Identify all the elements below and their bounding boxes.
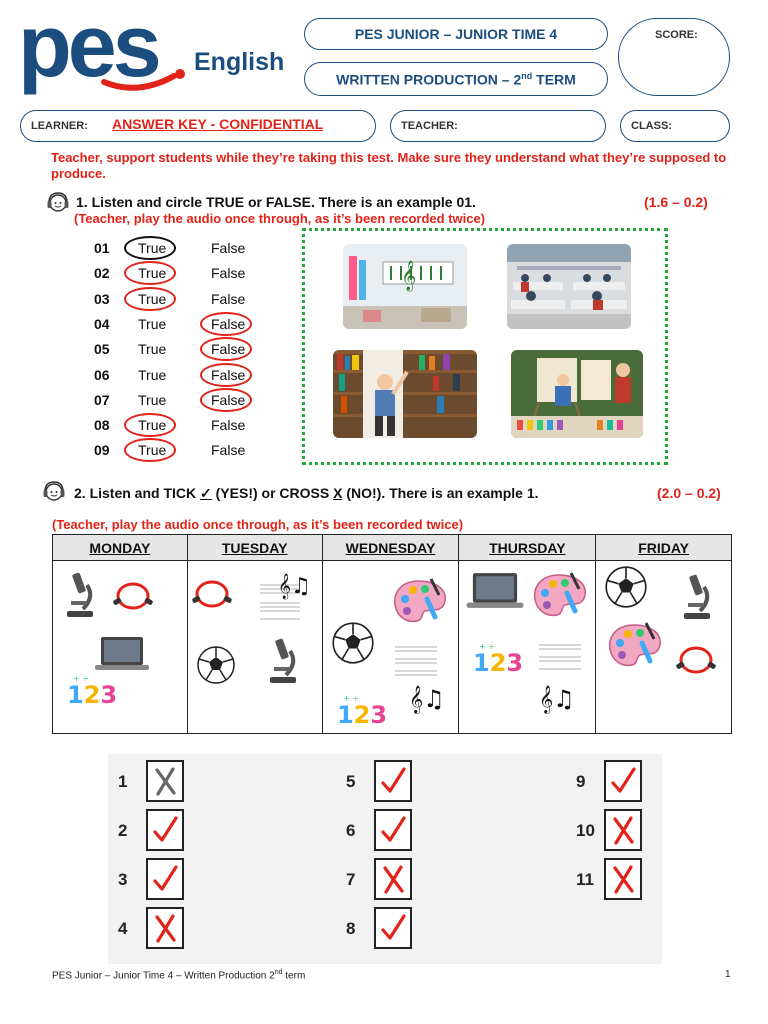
tf-row [94,367,264,389]
true-option[interactable]: True [138,316,167,332]
tf-row [94,316,264,338]
teacher-field[interactable] [390,110,606,142]
answer-circle [200,312,252,336]
answer-number: 8 [346,919,356,938]
footer-text: PES Junior – Junior Time 4 – Written Production 2nd term [52,969,306,982]
tf-row-number: 02 [94,265,110,281]
answer-number: 1 [118,772,128,791]
tf-row-number: 06 [94,367,110,383]
pes-logo [18,10,188,100]
tf-row-number: 07 [94,392,110,408]
paint-palette-icon [606,621,664,671]
headphones-icon-2 [42,479,66,503]
soccer-ball-icon [604,565,648,609]
answer-number: 9 [576,772,586,791]
tuesday-cell [187,561,322,734]
true-option[interactable]: True [138,291,167,307]
answer-number: 3 [118,870,128,889]
false-option[interactable]: False [211,392,246,408]
false-option[interactable]: False [211,240,246,256]
logo-dot [175,69,185,79]
false-option[interactable]: False [211,291,246,307]
answer-circle [200,388,252,412]
jump-rope-icon [676,643,716,677]
tick-icon [378,765,408,797]
false-option[interactable]: False [211,367,246,383]
day-header-thursday: THURSDAY [459,535,596,561]
tf-row [94,341,264,363]
tick-answer-box[interactable] [146,809,184,851]
example-cross-box[interactable] [146,760,184,802]
numbers-icon [67,673,117,709]
answer-circle [200,363,252,387]
tick-icon [378,814,408,846]
cross-icon [150,912,180,944]
answer-number: 5 [346,772,356,791]
soccer-ball-icon [196,645,236,685]
class-field[interactable] [620,110,730,142]
learner-label: LEARNER: [31,120,88,132]
day-header-friday: FRIDAY [596,535,732,561]
answer-circle [124,438,176,462]
answer-circle [200,337,252,361]
tick-answer-box[interactable] [374,809,412,851]
weekday-table [52,534,732,734]
title-box-level [304,18,608,50]
title-term: WRITTEN PRODUCTION – 2nd TERM [336,70,576,88]
paint-palette-icon [531,571,589,621]
true-option[interactable]: True [138,417,167,433]
false-option[interactable]: False [211,417,246,433]
tick-icon [608,765,638,797]
cross-icon [608,863,638,895]
svg-text:123: 123 [473,649,524,677]
false-option[interactable]: False [211,316,246,332]
picture-panel [302,228,668,465]
tick-icon [378,912,408,944]
tf-row [94,240,264,262]
art-class-photo [511,350,643,438]
svg-text:123: 123 [336,701,387,729]
score-box[interactable] [618,18,730,96]
sheet-music-icon [391,637,451,717]
tick-icon [150,814,180,846]
false-option[interactable]: False [211,442,246,458]
thursday-cell [459,561,596,734]
cross-answer-box[interactable] [604,858,642,900]
svg-text:𝄞♫: 𝄞♫ [539,685,576,713]
true-option[interactable]: True [138,392,167,408]
day-header-wednesday: WEDNESDAY [322,535,459,561]
microscope-icon [266,637,300,685]
sheet-music-icon [256,567,316,627]
laptop-icon [95,635,149,673]
answer-number: 6 [346,821,356,840]
answer-circle [124,413,176,437]
q1-title: 1. Listen and circle TRUE or FALSE. There is an example 01. [76,194,476,210]
tf-row [94,291,264,313]
cross-icon [150,765,180,797]
svg-text:+ ÷: + ÷ [342,694,359,703]
tf-row [94,265,264,287]
false-option[interactable]: False [211,341,246,357]
tick-icon [150,863,180,895]
tick-answer-box[interactable] [146,858,184,900]
sheet-music-icon [535,635,595,719]
true-option[interactable]: True [138,265,167,281]
tf-row-number: 04 [94,316,110,332]
soccer-ball-icon [331,621,375,665]
example-answer-circle [124,236,176,260]
paint-palette-icon [391,577,449,627]
q2-title: 2. Listen and TICK ✓ (YES!) or CROSS X (NO!). There is an example 1. [74,485,539,501]
friday-cell [596,561,732,734]
answer-circle [124,261,176,285]
true-option[interactable]: True [138,367,167,383]
true-option[interactable]: True [138,341,167,357]
day-header-tuesday: TUESDAY [187,535,322,561]
false-option[interactable]: False [211,265,246,281]
svg-text:𝄞♫: 𝄞♫ [408,685,445,713]
tf-row [94,442,264,464]
numbers-icon [473,641,523,677]
logo-english-text: English [194,48,285,76]
library-photo [333,350,477,438]
jump-rope-icon [113,579,153,613]
q1-score: (1.6 – 0.2) [644,194,708,210]
laptop-icon [465,571,525,611]
tf-row-number: 09 [94,442,110,458]
tick-answer-box[interactable] [374,907,412,949]
answer-number: 11 [576,870,594,889]
q1-note: (Teacher, play the audio once through, as it’s been recorded twice) [74,211,486,226]
tick-answer-box[interactable] [374,760,412,802]
answer-key-label: ANSWER KEY - CONFIDENTIAL [112,116,324,132]
teacher-label: TEACHER: [401,120,458,132]
cross-icon [608,814,638,846]
svg-text:𝄞: 𝄞 [401,261,417,291]
title-level: PES JUNIOR – JUNIOR TIME 4 [354,26,558,42]
svg-text:+ ÷: + ÷ [73,674,89,683]
tf-row-number: 05 [94,341,110,357]
cross-icon [378,863,408,895]
answer-number: 10 [576,821,595,840]
tf-row-number: 03 [94,291,110,307]
answer-number: 7 [346,870,356,889]
true-option[interactable]: True [138,442,167,458]
q2-score: (2.0 – 0.2) [657,485,721,501]
true-option[interactable]: True [138,240,167,256]
title-box-term [304,62,608,96]
q2-note: (Teacher, play the audio once through, as it’s been recorded twice) [52,517,464,532]
music-room-photo [343,244,467,329]
day-header-monday: MONDAY [53,535,188,561]
tf-row [94,417,264,439]
cross-answer-box[interactable] [146,907,184,949]
wednesday-cell [322,561,459,734]
jump-rope-icon [192,577,232,611]
answer-number: 4 [118,919,128,938]
tf-row-number: 01 [94,240,110,256]
microscope-icon [63,571,97,619]
tf-row-number: 08 [94,417,110,433]
svg-text:𝄞♫: 𝄞♫ [277,574,311,599]
tf-row [94,392,264,414]
tick-answer-box[interactable] [604,760,642,802]
cross-answer-box[interactable] [374,858,412,900]
answer-number: 2 [118,821,128,840]
page-number: 1 [725,969,731,980]
classroom-photo [507,244,631,329]
score-label: SCORE: [655,29,698,41]
numbers-icon [337,693,387,729]
svg-text:+ ÷: + ÷ [479,642,496,651]
microscope-icon [680,573,714,621]
logo-text: pes [18,10,158,95]
monday-cell [53,561,188,734]
answer-circle [124,287,176,311]
teacher-instruction: Teacher, support students while they’re taking this test. Make sure they understand what they’re supposed to produce. [51,150,727,181]
cross-answer-box[interactable] [604,809,642,851]
class-label: CLASS: [631,120,672,132]
svg-text:123: 123 [67,681,117,709]
headphones-icon [46,190,70,214]
